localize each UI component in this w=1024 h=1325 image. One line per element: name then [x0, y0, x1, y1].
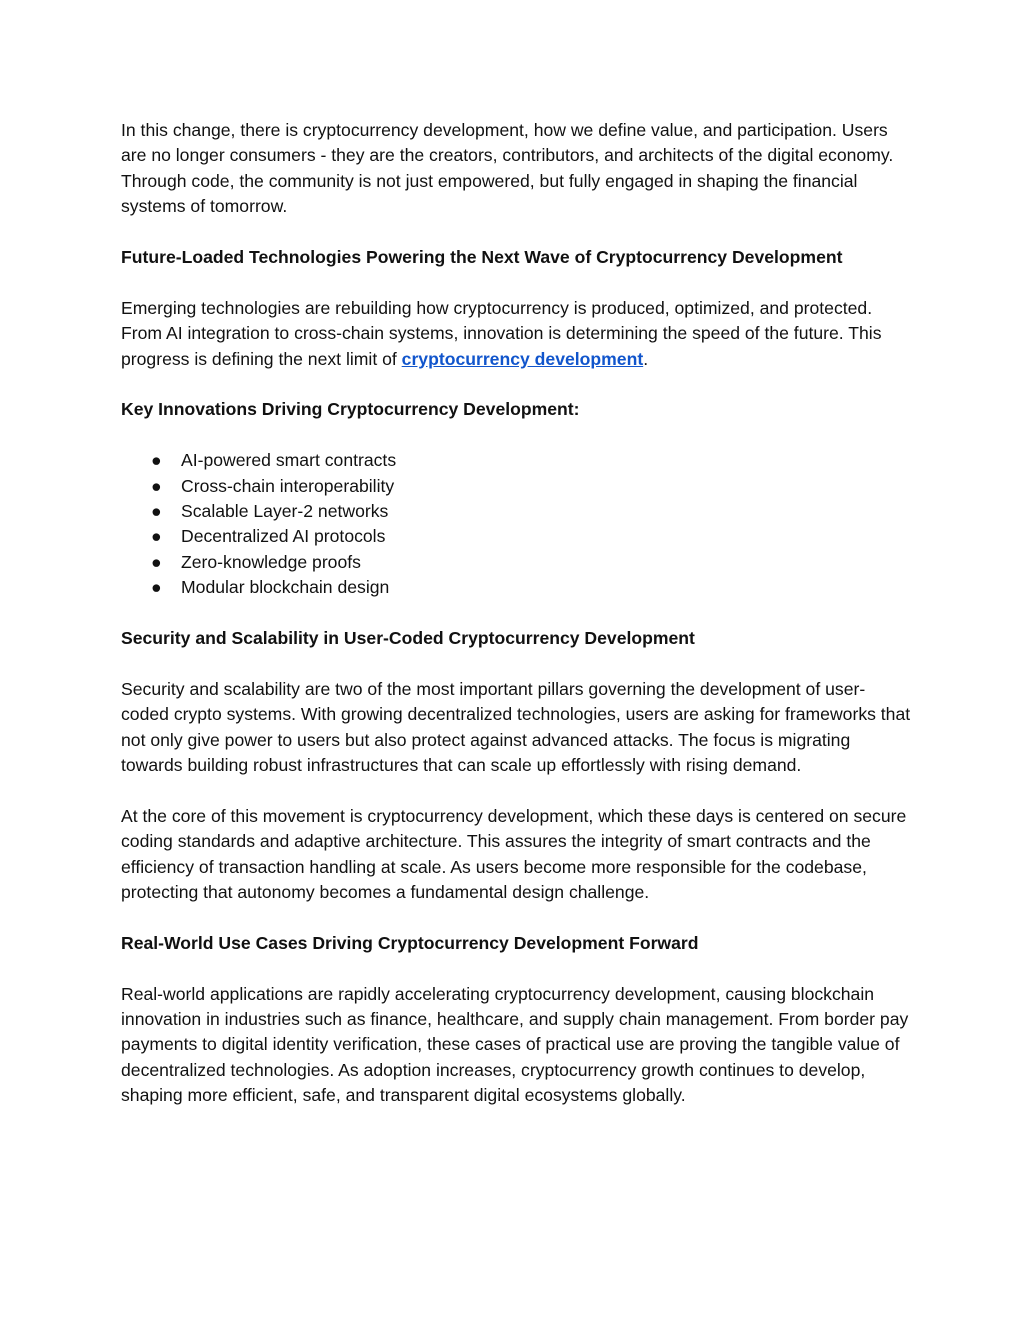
list-item — [121, 474, 911, 499]
section-heading-key-innovations: Key Innovations Driving Cryptocurrency Development: — [121, 399, 580, 420]
list-item-label: Zero-knowledge proofs — [181, 551, 361, 572]
list-item-label: Cross-chain interoperability — [181, 475, 395, 496]
real-world-paragraph: Real-world applications are rapidly accelerating cryptocurrency development, causing blockchain innovation in industries such as finance, healthcare, and supply chain management. From border pay payments to digital identity verification, these cases of practical use are proving the tangible value of decentralized technologies. As adoption increases, cryptocurrency growth continues to develop, shaping more efficient, safe, and transparent digital ecosystems globally. — [121, 983, 909, 1106]
document-page — [121, 118, 911, 1134]
future-technologies-paragraph — [121, 296, 911, 372]
key-innovations-list — [121, 448, 911, 600]
bullet-icon: ● — [151, 526, 162, 547]
intro-paragraph: In this change, there is cryptocurrency development, how we define value, and participation. Users are no longer consumers - they are the creators, contributors, and architects of the digital economy. Through code, the community is not just empowered, but fully engaged in shaping the financial systems of tomorrow. — [121, 120, 894, 217]
paragraph-text-end: . — [643, 348, 649, 369]
section-heading-real-world-use-cases: Real-World Use Cases Driving Cryptocurrency Development Forward — [121, 932, 699, 953]
security-paragraph-1: Security and scalability are two of the most important pillars governing the development of user-coded crypto systems. With growing decentralized technologies, users are asking for frameworks that not only give power to users but also protect against advanced attacks. The focus is migrating towards building robust infrastructures that can scale up effortlessly with rising demand. — [121, 678, 911, 776]
bullet-icon: ● — [151, 450, 162, 471]
list-item — [121, 448, 911, 473]
section-heading-future-technologies: Future-Loaded Technologies Powering the Next Wave of Cryptocurrency Development — [121, 247, 843, 268]
list-item — [121, 575, 911, 600]
cryptocurrency-development-link[interactable]: cryptocurrency development — [401, 348, 644, 369]
list-item — [121, 524, 911, 549]
list-item — [121, 550, 911, 575]
bullet-icon: ● — [151, 577, 162, 598]
list-item-label: Modular blockchain design — [181, 577, 390, 598]
bullet-icon: ● — [151, 551, 162, 572]
list-item-label: Scalable Layer-2 networks — [181, 501, 389, 522]
paragraph-text: Emerging technologies are rebuilding how cryptocurrency is produced, optimized, and protected. From AI integration to cross-chain systems, innovation is determining the speed of the future. This progress is defining the next limit of — [121, 297, 882, 369]
list-item-label: AI-powered smart contracts — [181, 450, 397, 471]
security-paragraph-2: At the core of this movement is cryptocurrency development, which these days is centered on secure coding standards and adaptive architecture. This assures the integrity of smart contracts and the efficiency of transaction handling at scale. As users become more responsible for the codebase, protecting that autonomy becomes a fundamental design challenge. — [121, 805, 907, 903]
bullet-icon: ● — [151, 501, 162, 522]
bullet-icon: ● — [151, 475, 162, 496]
list-item — [121, 499, 911, 524]
section-heading-security-scalability: Security and Scalability in User-Coded Cryptocurrency Development — [121, 628, 695, 649]
list-item-label: Decentralized AI protocols — [181, 526, 386, 547]
